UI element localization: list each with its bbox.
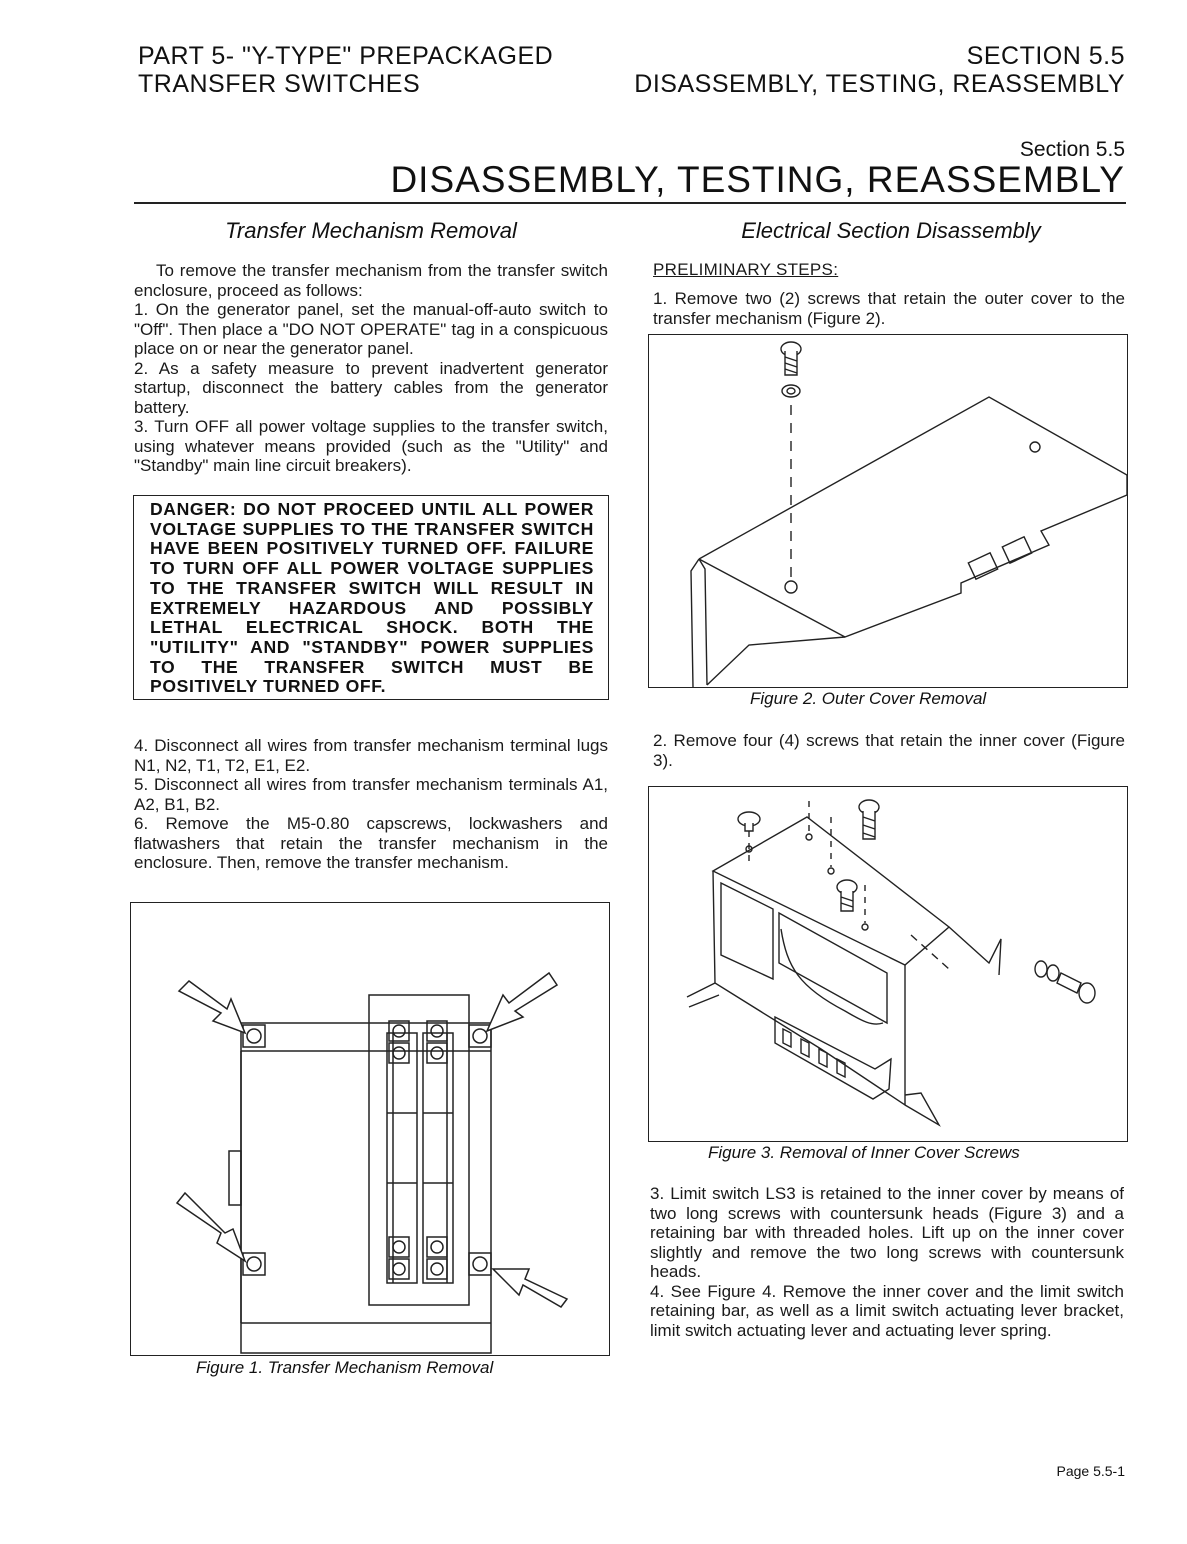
arrow-top-left bbox=[179, 981, 245, 1033]
left-column-heading: Transfer Mechanism Removal bbox=[225, 218, 517, 243]
transfer-mechanism-diagram bbox=[131, 903, 609, 1355]
figure-3 bbox=[648, 786, 1128, 1142]
outer-cover-plate bbox=[699, 397, 1127, 559]
danger-box: DANGER: DO NOT PROCEED UNTIL ALL POWER VOLTAGE SUPPLIES TO THE TRANSFER SWITCH HAVE BEEN POSITIVELY TURNED OFF. FAILURE TO TURN OFF ALL POWER VOLTAGE SUPPLIES TO THE TRANSFER SWITCH WILL RESULT IN EXTREMELY HAZARDOUS AND POSSIBLY LETHAL ELECTRICAL SHOCK. BOTH THE "UTILITY" AND "STANDBY" POWER SUPPLIES TO THE TRANSFER SWITCH MUST BE POSITIVELY TURNED OFF. bbox=[133, 495, 609, 700]
terminal-block bbox=[775, 1017, 891, 1099]
screw-icon bbox=[781, 342, 801, 397]
arrow-bottom-left bbox=[177, 1193, 245, 1261]
right-step-2: 2. Remove four (4) screws that retain the inner cover (Figure 3). bbox=[653, 731, 1125, 770]
header-left-line2: TRANSFER SWITCHES bbox=[138, 70, 421, 98]
step-4: 4. Disconnect all wires from transfer mechanism terminal lugs N1, N2, T1, T2, E1, E2. bbox=[134, 736, 608, 775]
right-step-3: 3. Limit switch LS3 is retained to the inner cover by means of two long screws with countersunk heads (Figure 3) and a retaining bar with threaded holes. Lift up on the inner cover slightly and remove the two long screws with countersunk heads. bbox=[650, 1184, 1124, 1281]
left-steps-continued bbox=[134, 736, 608, 873]
figure-1-caption: Figure 1. Transfer Mechanism Removal bbox=[196, 1358, 494, 1377]
step-1: 1. On the generator panel, set the manual-off-auto switch to "Off". Then place a "DO NOT OPERATE" tag in a conspicuous place on or near the generator panel. bbox=[134, 300, 608, 358]
inner-cover bbox=[713, 817, 949, 965]
title-rule bbox=[134, 202, 1126, 204]
screw-icon bbox=[1057, 973, 1081, 993]
left-intro-steps bbox=[134, 261, 608, 476]
figure-2-caption: Figure 2. Outer Cover Removal bbox=[750, 689, 987, 708]
header-left-line1: PART 5- "Y-TYPE" PREPACKAGED bbox=[138, 42, 554, 70]
inner-cover-diagram bbox=[649, 787, 1127, 1141]
step-3: 3. Turn OFF all power voltage supplies to the transfer switch, using whatever means provided (such as the "Utility" and "Standby" main line circuit breakers). bbox=[134, 417, 608, 475]
right-steps-3-4 bbox=[650, 1184, 1124, 1340]
screw-hole bbox=[785, 581, 797, 593]
terminal-lug bbox=[389, 1021, 409, 1041]
figure-1 bbox=[130, 902, 610, 1356]
washer-icon bbox=[1035, 961, 1047, 977]
right-column-heading: Electrical Section Disassembly bbox=[741, 218, 1041, 243]
step-5: 5. Disconnect all wires from transfer mechanism terminals A1, A2, B1, B2. bbox=[134, 775, 608, 814]
header-part-title bbox=[138, 42, 553, 98]
mechanism-center-block bbox=[369, 995, 469, 1305]
header-right-line1: SECTION 5.5 bbox=[966, 42, 1125, 70]
right-step-4: 4. See Figure 4. Remove the inner cover and the limit switch retaining bar, as well as a limit switch actuating lever bracket, limit switch actuating lever and actuating lever spring. bbox=[650, 1281, 1124, 1340]
preliminary-steps-heading: PRELIMINARY STEPS: bbox=[653, 260, 839, 279]
arrow-top-right bbox=[487, 973, 557, 1031]
intro-paragraph: To remove the transfer mechanism from the transfer switch enclosure, proceed as follows: bbox=[134, 261, 608, 300]
header-section-title bbox=[634, 42, 1125, 98]
page-number: Page 5.5-1 bbox=[1056, 1463, 1125, 1479]
page-title: DISASSEMBLY, TESTING, REASSEMBLY bbox=[390, 159, 1125, 200]
section-label: Section 5.5 bbox=[1019, 138, 1125, 161]
outer-cover-diagram bbox=[649, 335, 1127, 687]
figure-2 bbox=[648, 334, 1128, 688]
header-right-line2: DISASSEMBLY, TESTING, REASSEMBLY bbox=[634, 70, 1125, 98]
step-6: 6. Remove the M5-0.80 capscrews, lockwashers and flatwashers that retain the transfer mechanism in the enclosure. Then, remove the transfer mechanism. bbox=[134, 814, 608, 872]
arrow-bottom-right bbox=[493, 1269, 567, 1307]
right-step-1: 1. Remove two (2) screws that retain the outer cover to the transfer mechanism (Figure 2). bbox=[653, 289, 1125, 328]
step-2: 2. As a safety measure to prevent inadvertent generator startup, disconnect the battery cables from the generator battery. bbox=[134, 358, 608, 417]
figure-3-caption: Figure 3. Removal of Inner Cover Screws bbox=[708, 1143, 1020, 1162]
